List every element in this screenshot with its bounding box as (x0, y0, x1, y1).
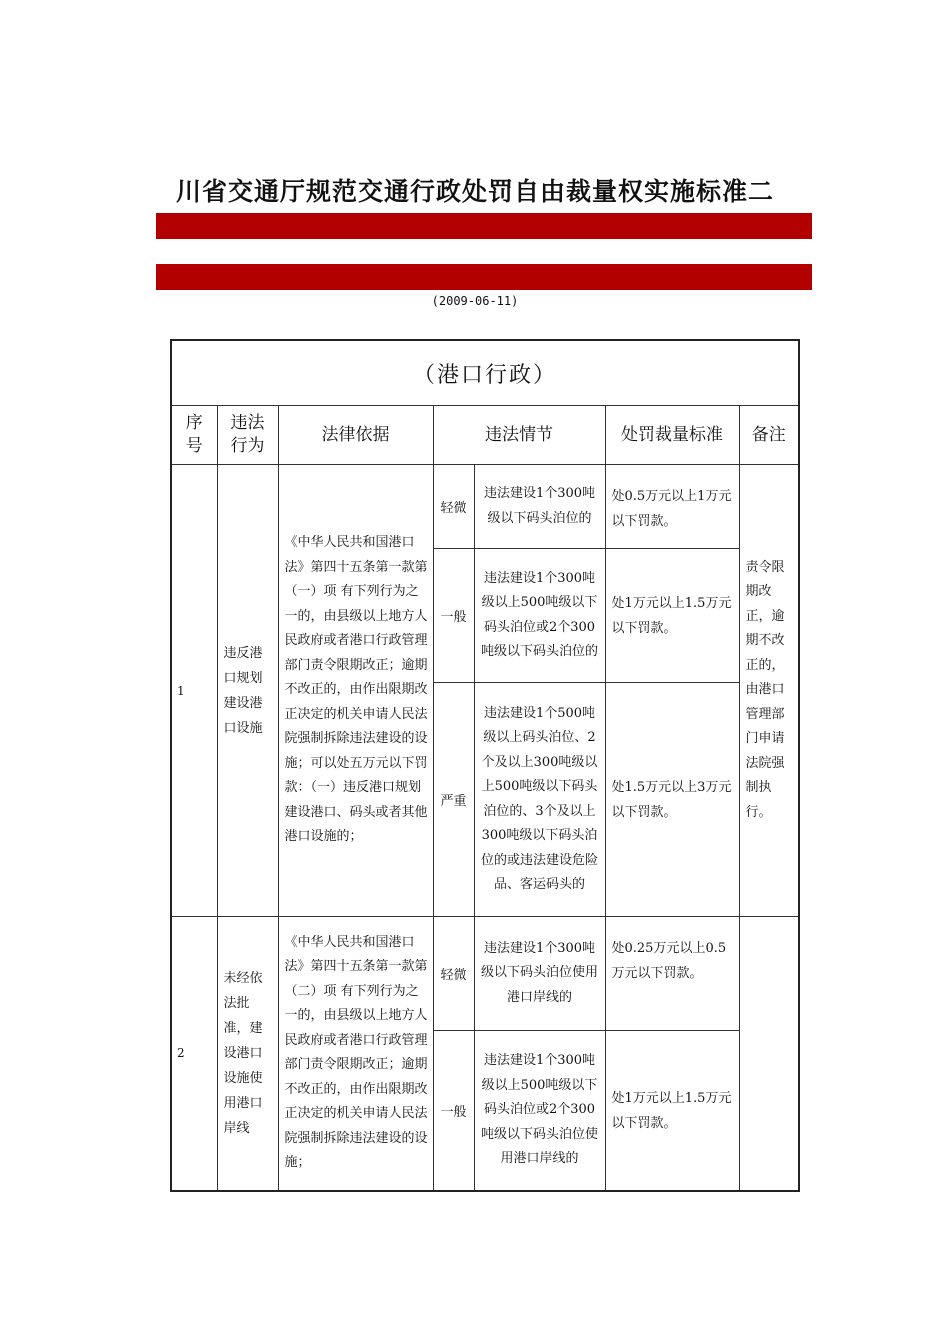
note-cell (739, 917, 799, 1191)
legal-basis-cell: 《中华人民共和国港口法》第四十五条第一款第（一）项 有下列行为之一的，由县级以上地方人民政府或者港口行政管理部门责令限期改正；逾期不改正的，由作出限期改正决定的机关申请人民法院强制拆除违法建设的设施；可以处五万元以下罚款：（一）违反港口规划建设港口、码头或者其他港口设施的； (278, 465, 433, 917)
penalty-cell (605, 549, 739, 683)
header-violation: 违法行为 (217, 406, 278, 465)
legal-basis-cell: 《中华人民共和国港口法》第四十五条第一款第（二）项 有下列行为之一的，由县级以上地方人民政府或者港口行政管理部门责令限期改正；逾期不改正的，由作出限期改正决定的机关申请人民法院强制拆除违法建设的设施； (278, 917, 433, 1191)
violation-cell: 违反港口规划建设港口设施 (217, 465, 278, 917)
red-divider-bar (156, 264, 812, 290)
penalty-cell (605, 917, 739, 1031)
penalty-text: 处0.25万元以上0.5万元以下罚款。 (611, 941, 727, 981)
header-row (171, 406, 799, 465)
penalty-text: 处1万元以上1.5万元以下罚款。 (611, 596, 732, 636)
penalty-cell (605, 683, 739, 917)
red-divider-bar (156, 213, 812, 239)
table-row (171, 917, 799, 1031)
severity-level: 轻微 (433, 465, 474, 549)
row-number: 2 (171, 917, 217, 1191)
publish-date: (2009-06-11) (431, 294, 519, 308)
document-title: 川省交通厅规范交通行政处罚自由裁量权实施标准二 (175, 177, 774, 206)
note-cell: 责令限期改正，逾期不改正的，由港口管理部门申请法院强制执行。 (739, 465, 799, 917)
circumstance-cell: 违法建设1个500吨级以上码头泊位、2个及以上300吨级以上500吨级以下码头泊位的、3个及以上300吨级以下码头泊位的或违法建设危险品、客运码头的 (474, 683, 605, 917)
severity-level: 一般 (433, 1031, 474, 1191)
penalty-cell (605, 465, 739, 549)
header-penalty: 处罚裁量标准 (605, 406, 739, 465)
penalty-standard-table (170, 339, 800, 1192)
circumstance-cell: 违法建设1个300吨级以上500吨级以下码头泊位或2个300吨级以下码头泊位使用港口岸线的 (474, 1031, 605, 1191)
penalty-text: 处1.5万元以上3万元以下罚款。 (611, 780, 732, 820)
header-note: 备注 (739, 406, 799, 465)
row-number: 1 (171, 465, 217, 917)
severity-level: 一般 (433, 549, 474, 683)
header-basis: 法律依据 (278, 406, 433, 465)
circumstance-cell: 违法建设1个300吨级以上500吨级以下码头泊位或2个300吨级以下码头泊位的 (474, 549, 605, 683)
circumstance-cell: 违法建设1个300吨级以下码头泊位的 (474, 465, 605, 549)
circumstance-cell: 违法建设1个300吨级以下码头泊位使用港口岸线的 (474, 917, 605, 1031)
header-seq: 序号 (171, 406, 217, 465)
severity-level: 轻微 (433, 917, 474, 1031)
severity-level: 严重 (433, 683, 474, 917)
table-row (171, 465, 799, 549)
header-circumstance: 违法情节 (433, 406, 605, 465)
penalty-cell (605, 1031, 739, 1191)
section-title: （港口行政） (171, 340, 799, 406)
penalty-text: 处1万元以上1.5万元以下罚款。 (611, 1091, 732, 1131)
penalty-text: 处0.5万元以上1万元以下罚款。 (611, 489, 732, 529)
violation-cell: 未经依法批准，建设港口设施使用港口岸线 (217, 917, 278, 1191)
